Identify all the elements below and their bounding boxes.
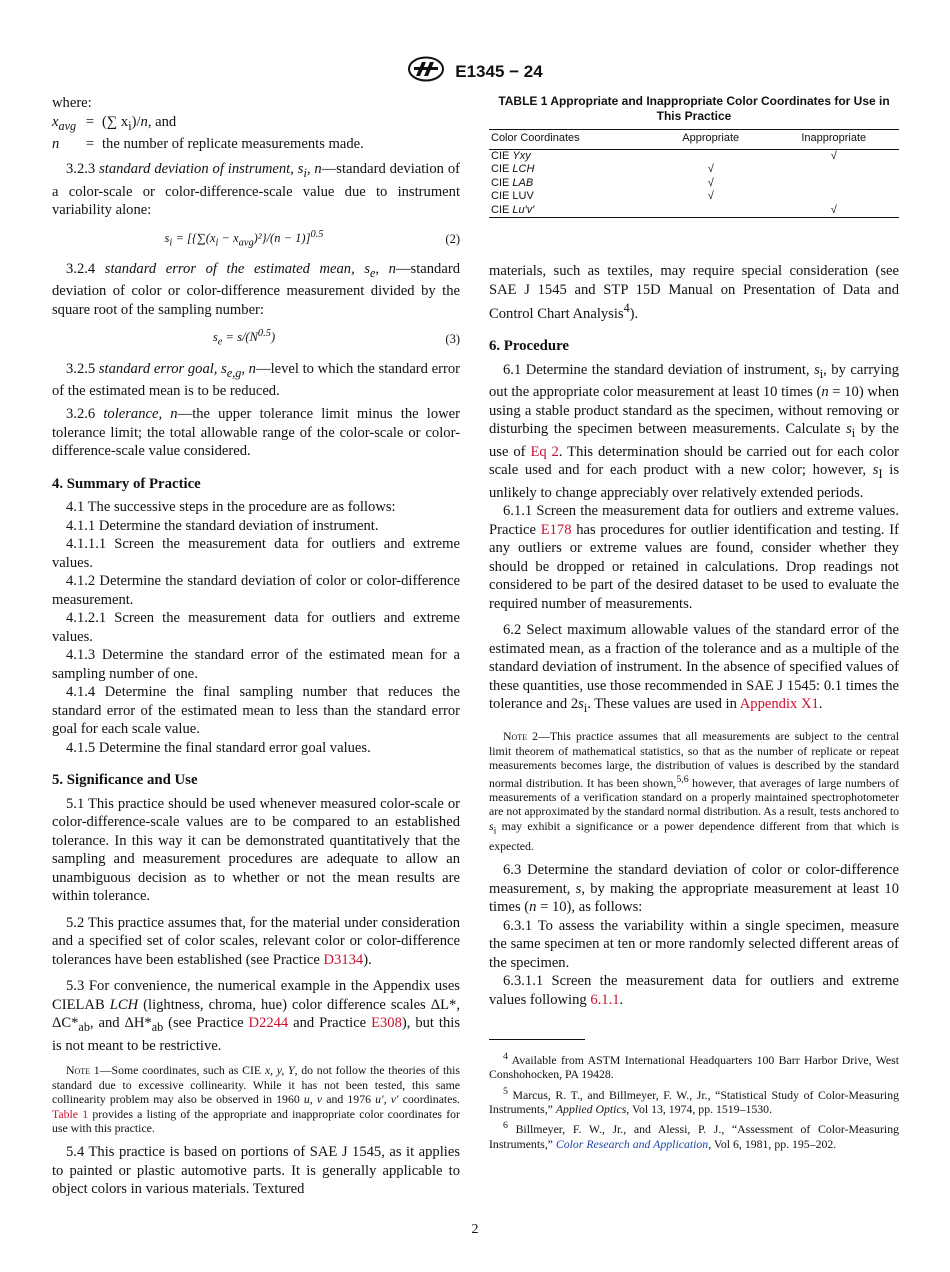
note-1: Note 1—Some coordinates, such as CIE x, y, Y, do not follow the theories of this standard due to excessive collinearity. While it has not been tested, this same collinearity problem may also be observed in 1960 u, v and 1976 u′, v′ coordinates. Table 1 provides a listing of the appropriate and inappropriate color coordinates for use with this practice. [52,1063,460,1135]
para-4-1-2: 4.1.2 Determine the standard deviation of color or color-difference measurement. [52,573,460,608]
para-4-1-2-1: 4.1.2.1 Screen the measurement data for outliers and extreme values. [52,610,460,645]
link-d2244[interactable]: D2244 [248,1015,289,1032]
link-eq-2[interactable]: Eq 2 [530,443,559,460]
para-4-1-4: 4.1.4 Determine the final sampling number that reduces the standard error of the estimated mean to less than the standard error goal for each scale value. [52,684,460,738]
para-3-2-6: 3.2.6 tolerance, n—the upper tolerance limit minus the lower tolerance limit; the total allowable range of the color-scale or color-difference-scale value considered. [52,406,460,460]
link-6-1-1[interactable]: 6.1.1 [590,991,620,1008]
footnote-6: $^6$ Billmeyer, F. W., Jr., and Alessi, P. J., “Assessment of Color-Measuring Instruments,” Color Research and Application, Vol 6, 1981, pp. 195–202. [489,1120,899,1151]
table-row: CIE LUV √ [491,190,714,202]
para-3-2-5: 3.2.5 standard error goal, $s_{e,g}$, n—level to which the standard error of the estimated mean is to be reduced. [52,360,460,399]
left-column [52,94,460,1199]
table-row: CIE Yxy √ [491,149,837,162]
para-6-1: 6.1 Determine the standard deviation of instrument, $s_i$, by carrying out the appropriate color measurement at least 10 times (n = 10) when using a stable product standard as the specimen, without removing or disturbing the specimen between measurements. Calculate $s_i$ by the use of Eq 2. This determination should be carried out for each color scale used and for each product with a new color; however, $s_I$ is unlikely to change appreciably over relatively extended periods. [489,361,899,501]
para-5-2: 5.2 This practice assumes that, for the material under consideration and a specified set of color scales, relevant color or color-difference tolerances have been established (see Practice D3134). [52,914,460,968]
note-2: Note 2—This practice assumes that all measurements are subject to the central limit theorem of mathematical statistics, so that as the number of replicate or repeat measurements becomes large, the distribution of values is described by the standard normal distribution. It has been shown,$^{5,6}$ however, that averages of large numbers of measurements of a verification standard on a properly maintained spectrophotometer are not approximated by the standard normal distribution. As a result, tests anchored to $s_i$ may exhibit a significance or a power dependence different from that which is expected. [489,729,899,853]
table-row: CIE Lu′v′ √ [489,204,899,218]
section-6-heading: 6. Procedure [489,338,569,355]
para-5-4: 5.4 This practice is based on portions of SAE J 1545, as it applies to painted or plastic automotive parts. It is generally applicable to object colors in various materials. Textured [52,1144,460,1198]
para-6-2: 6.2 Select maximum allowable values of the standard error of the estimated mean, as a fraction of the tolerance and as a multiple of the standard deviation of instrument. In the absence of specified values of these quantities, use those recommended in SAE J 1545: 0.1 times the tolerance and $2s_i$. These values are used in Appendix X1. [489,622,899,715]
footnote-4: $^4$ Available from ASTM International Headquarters 100 Barr Harbor Drive, West Conshohocken, PA 19428. [489,1051,899,1082]
page-header [0,56,950,87]
section-5-heading: 5. Significance and Use [52,772,198,789]
table-header-coordinates: Color Coordinates [491,132,580,144]
astm-logo-icon [407,56,445,87]
para-5-1: 5.1 This practice should be used whenever measured color-scale or color-difference-scale values are to be compared to an established tolerance. In this way it can be demonstrated quantitatively that the sampling and measurement procedures are adequate to allow an unambiguous decision as to whether or not the mean results are within tolerance. [52,795,460,905]
para-3-2-3: 3.2.3 standard deviation of instrument, $s_i$, n—standard deviation of a color-scale or color-difference-scale value due to instrument variability alone: [52,161,460,219]
link-d3134[interactable]: D3134 [323,951,364,968]
footnote-divider [489,1039,585,1040]
definition-n: n = the number of replicate measurements made. [52,135,364,152]
definition-xavg: $x_{avg}$ = (∑ $x_i)/n$, and [52,113,177,133]
link-e308[interactable]: E308 [371,1015,402,1032]
page-number: 2 [471,1222,479,1237]
footnote-5: $^5$ Marcus, R. T., and Billmeyer, F. W., Jr., “Statistical Study of Color-Measuring Instruments,” Applied Optics, Vol 13, 1974, pp. 1519–1530. [489,1085,899,1117]
link-color-research-journal[interactable]: Color Research and Application [555,1136,709,1151]
table-header-row [489,130,899,150]
table-header-appropriate: Appropriate [682,132,740,144]
equation-2: $s_i = [\{\sum(x_i - x_{avg})^2\}/(n - 1)]^{0.5}$ (2) [164,228,460,249]
para-6-3: 6.3 Determine the standard deviation of color or color-difference measurement, s, by making the appropriate measurement at least 10 times (n = 10), as follows: [489,862,899,916]
right-column [489,94,899,1154]
para-4-1-3: 4.1.3 Determine the standard error of the estimated mean for a sampling number of one. [52,647,460,682]
table-1-caption: TABLE 1 Appropriate and Inappropriate Color Coordinates for Use in This Practice [498,94,890,123]
para-5-4-continued: materials, such as textiles, may require special consideration (see SAE J 1545 and STP 15D Manual on Presentation of Data and Control Chart Analysis$^4$). [489,263,899,322]
link-appendix-x1[interactable]: Appendix X1 [739,696,819,713]
para-4-1-1-1: 4.1.1.1 Screen the measurement data for outliers and extreme values. [52,536,460,571]
para-4-1: 4.1 The successive steps in the procedure are as follows: [66,499,396,516]
para-6-3-1-1: 6.3.1.1 Screen the measurement data for outliers and extreme values following 6.1.1. [489,973,899,1008]
table-row: CIE LAB √ [491,176,714,189]
where-label: where: [52,95,92,111]
document-id: E1345 − 24 [455,61,543,81]
para-4-1-1: 4.1.1 Determine the standard deviation of instrument. [66,517,379,534]
table-row: CIE LCH √ [491,163,714,175]
table-1 [489,129,899,218]
para-6-1-1: 6.1.1 Screen the measurement data for outliers and extreme values. Practice E178 has procedures for outlier identification and testing. If any outliers or extreme values are found, consider whether they should be dropped or retained in calculations. Drop readings not considered to be part of the desired dataset to be used to evaluate the required number of measurements. [489,503,899,612]
link-table-1[interactable]: Table 1 [52,1106,89,1121]
para-6-3-1: 6.3.1 To assess the variability within a single specimen, measure the same specimen at ten or more randomly selected different areas of the specimen. [489,917,899,971]
para-5-3: 5.3 For convenience, the numerical example in the Appendix uses CIELAB LCH (lightness, chroma, hue) color difference scales ΔL*, $\Delta C*_{ab}$, and $\Delta H*_{ab}$ (see Practice D2244 and Practice E308), but this is not meant to be restrictive. [52,978,460,1054]
para-4-1-5: 4.1.5 Determine the final standard error goal values. [66,739,371,756]
equation-3: $s_e = s/(N^{0.5})$ (3) [212,328,460,349]
section-4-heading: 4. Summary of Practice [52,475,201,492]
para-3-2-4: 3.2.4 standard error of the estimated mean, $s_e$, n—standard deviation of color or color-difference measurement divided by the square root of the sampling number: [52,260,460,318]
link-e178[interactable]: E178 [540,521,572,538]
table-header-inappropriate: Inappropriate [801,132,867,144]
